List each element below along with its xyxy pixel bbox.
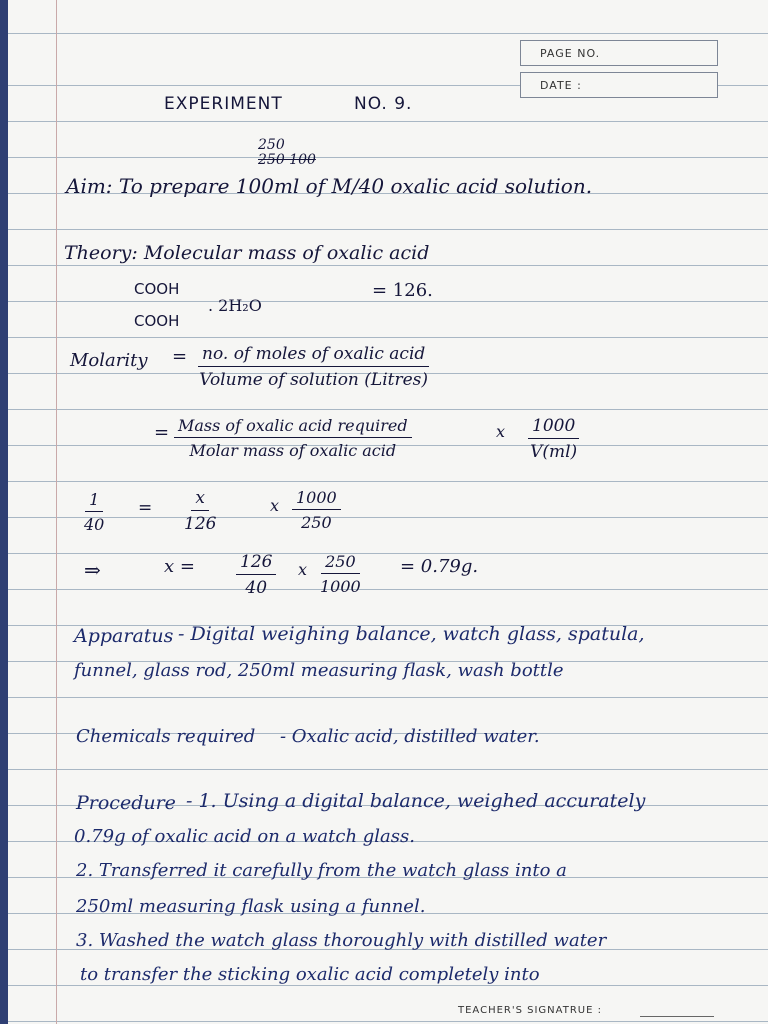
procedure-label: Procedure [76, 792, 176, 814]
forty-den: 40 [245, 578, 268, 598]
signature-line [640, 1016, 714, 1017]
250-over-1000 [320, 552, 361, 596]
forty-denominator: 40 [84, 515, 105, 534]
thousand-numerator: 1000 [528, 416, 579, 439]
volume-struck: 250 100 [258, 152, 316, 168]
teacher-signature-label: TEACHER'S SIGNATRUE : [458, 1005, 602, 1016]
formula-bottom: COOH [134, 312, 180, 330]
molarity-equals-2: = [154, 422, 170, 443]
x-equals: x = [164, 556, 195, 577]
experiment-number: NO. 9. [354, 94, 413, 114]
molar-mass-denominator: Molar mass of oxalic acid [189, 441, 397, 460]
theory-heading: Theory: Molecular mass of oxalic acid [64, 242, 430, 264]
apparatus-label: Apparatus [74, 625, 174, 647]
one-numerator: 1 [85, 490, 103, 512]
formula-top: COOH [134, 280, 180, 298]
molarity-equals: = [172, 346, 188, 367]
volume-denominator: Volume of solution (Litres) [199, 370, 429, 390]
volume-fraction [528, 416, 579, 462]
moles-numerator: no. of moles of oxalic acid [198, 344, 429, 367]
1000-over-250 [292, 488, 341, 532]
one26-num: 126 [236, 552, 276, 575]
molarity-fraction [198, 344, 429, 390]
calc2-times: x [298, 560, 308, 579]
calc1-equals: = [138, 498, 153, 518]
molarity-label: Molarity [70, 350, 148, 371]
calc1-times: x [270, 496, 280, 515]
volume-correction: 250 [258, 137, 285, 153]
procedure-line: - 1. Using a digital balance, weighed accurately [186, 790, 646, 812]
m-over-40 [84, 490, 104, 534]
two50-den: 250 [301, 513, 332, 532]
apparatus-line2: funnel, glass rod, 250ml measuring flask, wash bottle [74, 660, 564, 681]
procedure-line: to transfer the sticking oxalic acid completely into [80, 964, 540, 985]
page-no-label: PAGE NO. [540, 47, 601, 60]
margin-line [56, 0, 57, 1024]
chemicals-label: Chemicals required [76, 726, 256, 747]
thousand-num: 1000 [292, 488, 341, 510]
result-value: = 0.79g. [400, 556, 479, 577]
mass-fraction [174, 416, 412, 460]
procedure-line: 0.79g of oxalic acid on a watch glass. [74, 826, 415, 847]
126-over-40 [236, 552, 276, 598]
procedure-line: 3. Washed the watch glass thoroughly with distilled water [76, 930, 607, 951]
procedure-line: 250ml measuring flask using a funnel. [76, 896, 426, 917]
experiment-title: EXPERIMENT [164, 94, 283, 114]
chemicals-text: - Oxalic acid, distilled water. [280, 726, 540, 747]
vml-denominator: V(ml) [530, 442, 578, 462]
aim-text: Aim: To prepare 100ml of M/40 oxalic acid solution. [66, 174, 593, 198]
two50-num: 250 [321, 552, 360, 574]
apparatus-line1: - Digital weighing balance, watch glass, spatula, [178, 623, 645, 645]
notebook-page [8, 0, 768, 1024]
times-sign: x [496, 422, 506, 441]
one26-denominator: 126 [184, 514, 217, 534]
x-over-126 [184, 488, 216, 534]
hydrate: . 2H₂O [208, 296, 262, 315]
thousand-den: 1000 [320, 577, 361, 596]
implies-arrow: ⇒ [84, 558, 101, 582]
procedure-line: 2. Transferred it carefully from the watch glass into a [76, 860, 567, 881]
date-label: DATE : [540, 79, 582, 92]
mass-numerator: Mass of oxalic acid required [174, 416, 412, 438]
molar-mass-value: = 126. [372, 280, 433, 301]
x-numerator: x [191, 488, 209, 511]
